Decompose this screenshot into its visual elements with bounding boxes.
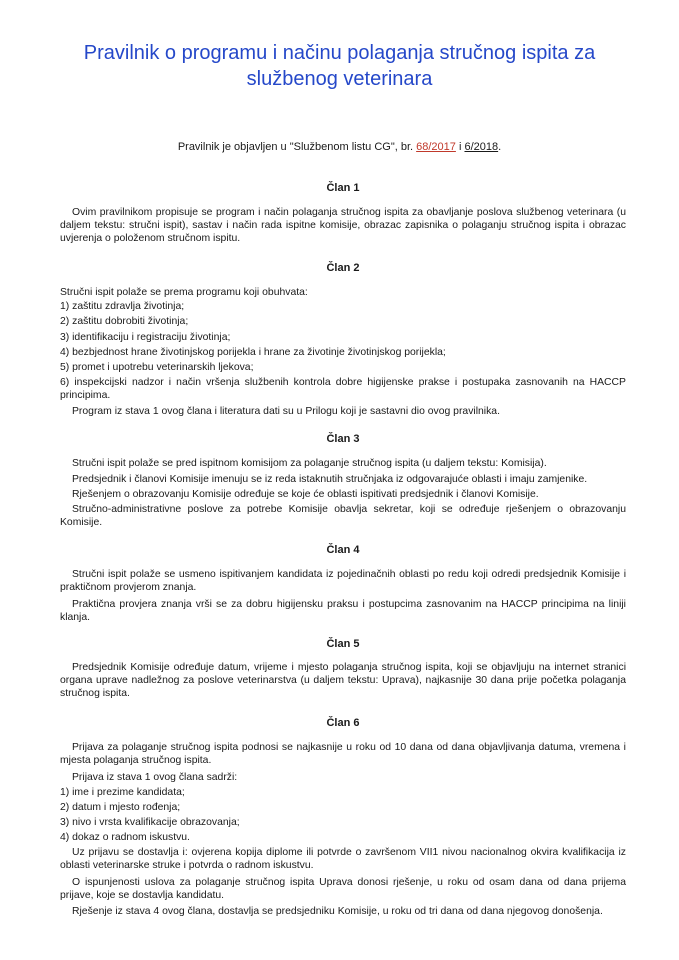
- article-heading: Član 6: [326, 717, 360, 729]
- paragraph: Stručno-administrativne poslove za potrebe Komisije obavlja sekretar, koji se određuje rješenjem o obrazovanju Komisije.: [60, 504, 626, 528]
- list-item: 3) nivo i vrsta kvalifikacije obrazovanja;: [60, 817, 240, 828]
- list-item: 2) datum i mjesto rođenja;: [60, 802, 181, 813]
- list-item: 1) zaštitu zdravlja životinja;: [60, 301, 185, 312]
- publication-line: [0, 140, 679, 154]
- paragraph: Program iz stava 1 ovog člana i literatura dati su u Prilogu koji je sastavni dio ovog pravilnika.: [72, 406, 500, 417]
- paragraph: Stručni ispit polaže se usmeno ispitivanjem kandidata iz pojedinačnih oblasti po redu koji odredi predsjednik Komisije i praktičnom provjerom znanja.: [60, 569, 626, 593]
- paragraph: Rješenje iz stava 4 ovog člana, dostavlja se predsjedniku Komisije, u roku od tri dana od dana njegovog donošenja.: [72, 906, 603, 917]
- paragraph: O ispunjenosti uslova za polaganje stručnog ispita Uprava donosi rješenje, u roku od osam dana od dana prijema prijave, koje se dostavlja kandidatu.: [60, 877, 626, 901]
- publication-prefix: Pravilnik je objavljen u "Službenom listu CG", br.: [177, 141, 414, 153]
- paragraph: Stručni ispit polaže se pred ispitnom komisijom za polaganje stručnog ispita (u daljem tekstu: Komisija).: [72, 458, 547, 469]
- paragraph: Predsjednik i članovi Komisije imenuju se iz reda istaknutih stručnjaka iz odgovarajuće oblasti i imaju zamjenike.: [72, 474, 588, 485]
- list-item: 4) dokaz o radnom iskustvu.: [60, 832, 190, 843]
- list-item: 5) promet i upotrebu veterinarskih ljekova;: [60, 362, 254, 373]
- paragraph: Rješenjem o obrazovanju Komisije određuje se koje će oblasti ispitivati predsjednik i članovi Komisije.: [72, 489, 539, 500]
- paragraph: Predsjednik Komisije određuje datum, vrijeme i mjesto polaganja stručnog ispita, koji se objavljuju na internet stranici organa uprave nadležnog za poslove veterinarstva (u daljem tekstu: Uprava), najkasnije 30 dana prije početka polaganja stručnog ispita.: [60, 662, 626, 699]
- paragraph: Prijava za polaganje stručnog ispita podnosi se najkasnije u roku od 10 dana od dana objavljivanja datuma, vremena i mjesta polaganja stručnog ispita.: [60, 742, 626, 766]
- list-item: 4) bezbjednost hrane životinjskog porijekla i hrane za životinje životinjskog porijekla;: [60, 347, 446, 358]
- gazette-link-2[interactable]: 6/2018: [464, 141, 499, 153]
- publication-suffix: .: [498, 141, 502, 153]
- article-heading: Član 1: [326, 182, 360, 194]
- gazette-link-1[interactable]: 68/2017: [416, 141, 456, 153]
- paragraph: Uz prijavu se dostavlja i: ovjerena kopija diplome ili potvrde o završenom VII1 nivou nacionalnog okvira kvalifikacija iz oblasti veterinarske struke i potvrda o radnom iskustvu.: [60, 847, 626, 871]
- document-title: Pravilnik o programu i načinu polaganja stručnog ispita za službenog veterinara: [83, 42, 596, 90]
- article-heading: Član 3: [326, 433, 360, 445]
- article-heading: Član 4: [326, 544, 360, 556]
- list-item: 3) identifikaciju i registraciju životinja;: [60, 332, 231, 343]
- article-heading: Član 2: [326, 262, 360, 274]
- list-item: 1) ime i prezime kandidata;: [60, 787, 185, 798]
- article-heading: Član 5: [326, 638, 360, 650]
- paragraph: Praktična provjera znanja vrši se za dobru higijensku praksu i postupcima zasnovanim na HACCP principima na liniji klanja.: [60, 599, 626, 623]
- publication-between: i: [458, 141, 462, 153]
- list-item: 6) inspekcijski nadzor i način vršenja službenih kontrola dobre higijenske prakse i postupaka zasnovanih na HACCP principima.: [60, 377, 626, 401]
- paragraph: Ovim pravilnikom propisuje se program i način polaganja stručnog ispita za obavljanje poslova službenog veterinara (u daljem tekstu: stručni ispit), sastav i način rada ispitne komisije, obrazac zapisnika o polaganju stručnog ispita i obrazac uvjerenja o položenom stručnom ispitu.: [60, 207, 626, 244]
- paragraph: Stručni ispit polaže se prema programu koji obuhvata:: [60, 287, 308, 298]
- paragraph: Prijava iz stava 1 ovog člana sadrži:: [72, 772, 238, 783]
- list-item: 2) zaštitu dobrobiti životinja;: [60, 316, 189, 327]
